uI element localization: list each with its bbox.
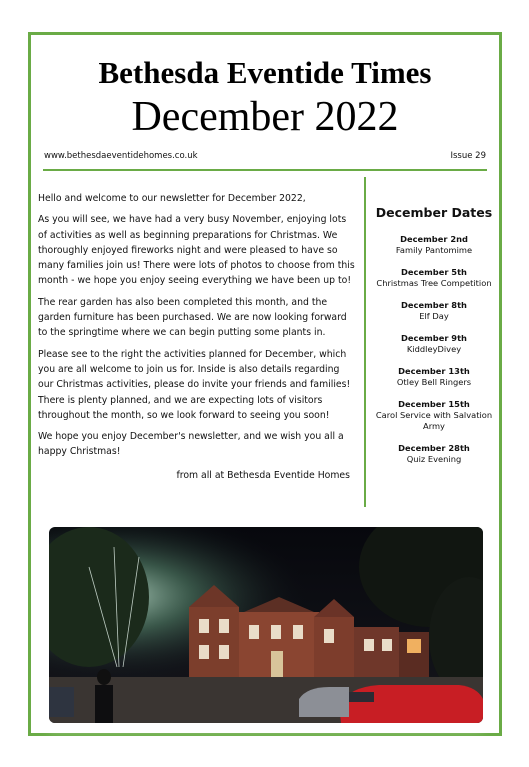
event-item bbox=[369, 300, 499, 322]
event-date: December 28th bbox=[398, 443, 470, 453]
masthead-title: Bethesda Eventide Times bbox=[98, 55, 432, 90]
event-name: Otley Bell Ringers bbox=[396, 377, 472, 387]
letter-paragraph: Hello and welcome to our newsletter for December 2022, bbox=[38, 193, 306, 204]
issue-number: Issue 29 bbox=[450, 151, 486, 161]
newsletter-page bbox=[28, 32, 502, 736]
event-name: Elf Day bbox=[419, 311, 449, 321]
letter-paragraph: Please see to the right the activities planned for December, which you are all welcome to join us for. Inside is also details regarding our Christmas activities, please do invite your friends and families! There is plenty planned, and we are expecting lots of visitors throughout the month, so we look forward to seeing you soon! bbox=[38, 348, 351, 421]
issue-month: December 2022 bbox=[131, 94, 399, 140]
event-date: December 5th bbox=[401, 267, 467, 277]
event-item bbox=[369, 333, 499, 355]
event-name: Family Pantomime bbox=[395, 245, 473, 255]
event-item bbox=[369, 443, 499, 465]
event-item bbox=[369, 267, 499, 289]
event-date: December 2nd bbox=[400, 234, 468, 244]
event-name: Carol Service with Salvation Army bbox=[375, 410, 493, 431]
welcome-letter bbox=[38, 191, 356, 489]
header-divider bbox=[43, 169, 487, 171]
event-date: December 8th bbox=[401, 300, 467, 310]
letter-paragraph: We hope you enjoy December's newsletter, and we wish you all a happy Christmas! bbox=[38, 431, 344, 458]
event-item bbox=[369, 234, 499, 256]
dates-title: December Dates bbox=[375, 205, 493, 220]
event-date: December 13th bbox=[398, 366, 470, 376]
december-dates bbox=[369, 205, 499, 476]
website-url: www.bethesdaeventidehomes.co.uk bbox=[44, 151, 198, 161]
event-date: December 15th bbox=[398, 399, 470, 409]
event-item bbox=[369, 366, 499, 388]
event-name: Quiz Evening bbox=[406, 454, 462, 464]
event-name: Christmas Tree Competition bbox=[376, 278, 492, 288]
column-divider bbox=[364, 177, 366, 507]
letter-paragraph: As you will see, we have had a very busy November, enjoying lots of activities as well as beginning preparations for Christmas. We thoroughly enjoyed fireworks night and were pleased to have so many families join us! There were lots of photos to choose from this month - we hope you enjoy seeing everything we have been up to! bbox=[38, 214, 355, 287]
event-item bbox=[369, 399, 499, 432]
event-date: December 9th bbox=[401, 333, 467, 343]
event-name: KiddleyDivey bbox=[406, 344, 462, 354]
fireworks-night-photo bbox=[49, 527, 483, 723]
letter-paragraph: The rear garden has also been completed this month, and the garden furniture has been purchased. We are now looking forward to the springtime where we can begin putting some plants in. bbox=[38, 296, 347, 339]
letter-signoff: from all at Bethesda Eventide Homes bbox=[176, 469, 350, 481]
